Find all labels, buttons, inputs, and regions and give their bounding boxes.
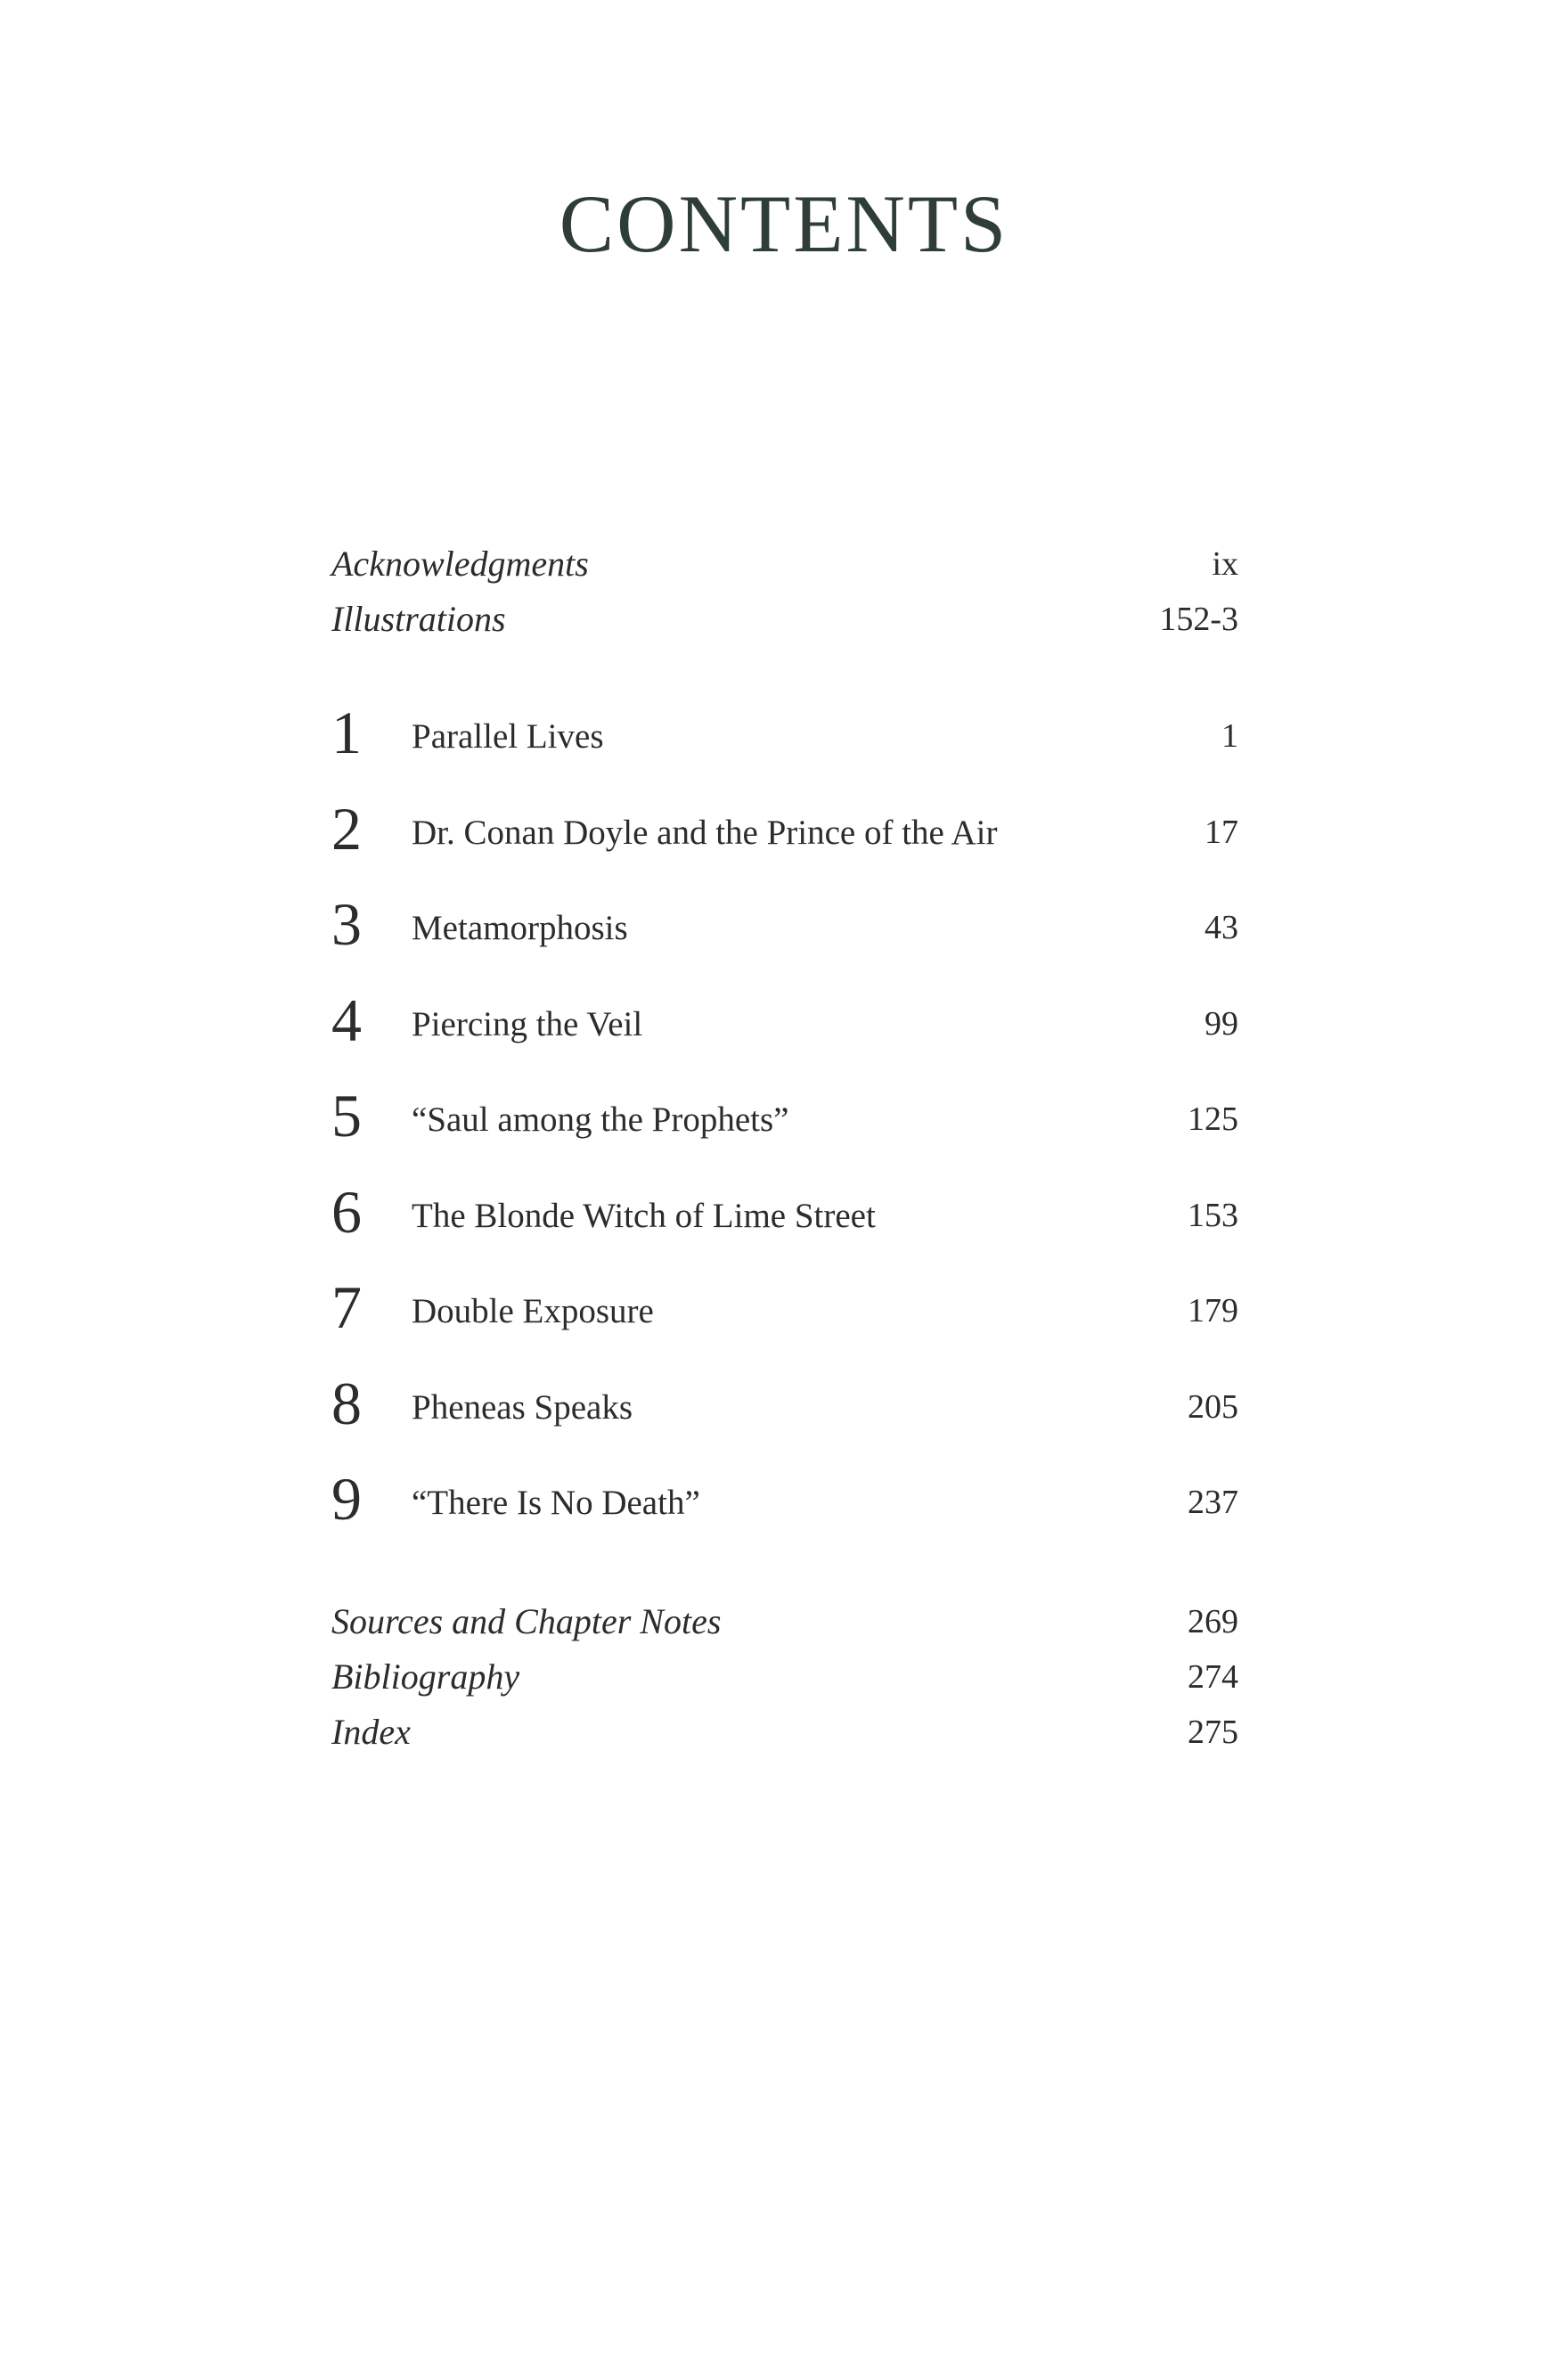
chapter-title: Piercing the Veil: [412, 1004, 643, 1043]
chapter-title: Metamorphosis: [412, 909, 628, 947]
back-matter-entry[interactable]: [331, 1705, 1238, 1760]
chapter-title: Dr. Conan Doyle and the Prince of the Air: [412, 813, 998, 852]
chapter-number: 4: [331, 986, 362, 1054]
back-matter-entry[interactable]: [331, 1594, 1238, 1649]
chapter-page-number: 125: [1188, 1100, 1238, 1138]
chapter-number: 9: [331, 1465, 362, 1533]
entry-title: Bibliography: [331, 1656, 520, 1697]
chapter-title: Double Exposure: [412, 1292, 654, 1330]
back-matter-entry[interactable]: [331, 1649, 1238, 1705]
chapter-number: 5: [331, 1082, 362, 1149]
entry-title: Illustrations: [331, 599, 506, 639]
chapter-entry[interactable]: [331, 1174, 1238, 1271]
chapter-entry[interactable]: [331, 695, 1238, 791]
entry-page-number: 275: [1188, 1714, 1238, 1751]
chapter-number: 2: [331, 794, 362, 863]
chapter-page-number: 99: [1205, 1004, 1238, 1043]
entry-page-number: 269: [1188, 1603, 1238, 1640]
entry-title: Sources and Chapter Notes: [331, 1601, 722, 1641]
chapter-entry[interactable]: [331, 887, 1238, 983]
chapter-entry[interactable]: [331, 791, 1238, 888]
chapter-number: 8: [331, 1369, 362, 1437]
chapter-title: Parallel Lives: [412, 717, 604, 756]
entry-page-number: 152-3: [1159, 601, 1238, 638]
entry-title: Index: [331, 1712, 411, 1752]
chapter-page-number: 17: [1205, 813, 1238, 851]
chapter-entry[interactable]: [331, 1461, 1238, 1558]
chapter-list: [331, 695, 1238, 1558]
chapter-number: 7: [331, 1273, 362, 1341]
chapter-page-number: 179: [1188, 1292, 1238, 1329]
chapter-number: 6: [331, 1177, 362, 1246]
chapter-title: The Blonde Witch of Lime Street: [412, 1196, 876, 1235]
front-matter-list: [331, 536, 1238, 647]
chapter-number: 3: [331, 890, 362, 958]
back-matter-list: [331, 1594, 1238, 1760]
chapter-page-number: 237: [1188, 1484, 1238, 1521]
entry-title: Acknowledgments: [331, 544, 589, 584]
chapter-page-number: 1: [1221, 717, 1238, 755]
chapter-entry[interactable]: [331, 1270, 1238, 1366]
chapter-page-number: 43: [1205, 909, 1238, 946]
chapter-page-number: 205: [1188, 1387, 1238, 1426]
chapter-title: Pheneas Speaks: [412, 1387, 633, 1427]
front-matter-entry[interactable]: [331, 592, 1238, 647]
chapter-title: “There Is No Death”: [412, 1484, 700, 1522]
chapter-number: 1: [331, 699, 362, 766]
chapter-entry[interactable]: [331, 1078, 1238, 1174]
page-title: CONTENTS: [559, 178, 1009, 269]
chapter-entry[interactable]: [331, 983, 1238, 1079]
front-matter-entry[interactable]: [331, 536, 1238, 592]
chapter-page-number: 153: [1188, 1196, 1238, 1234]
entry-page-number: ix: [1212, 545, 1238, 583]
entry-page-number: 274: [1188, 1658, 1238, 1696]
chapter-entry[interactable]: [331, 1366, 1238, 1462]
chapter-title: “Saul among the Prophets”: [412, 1100, 789, 1139]
